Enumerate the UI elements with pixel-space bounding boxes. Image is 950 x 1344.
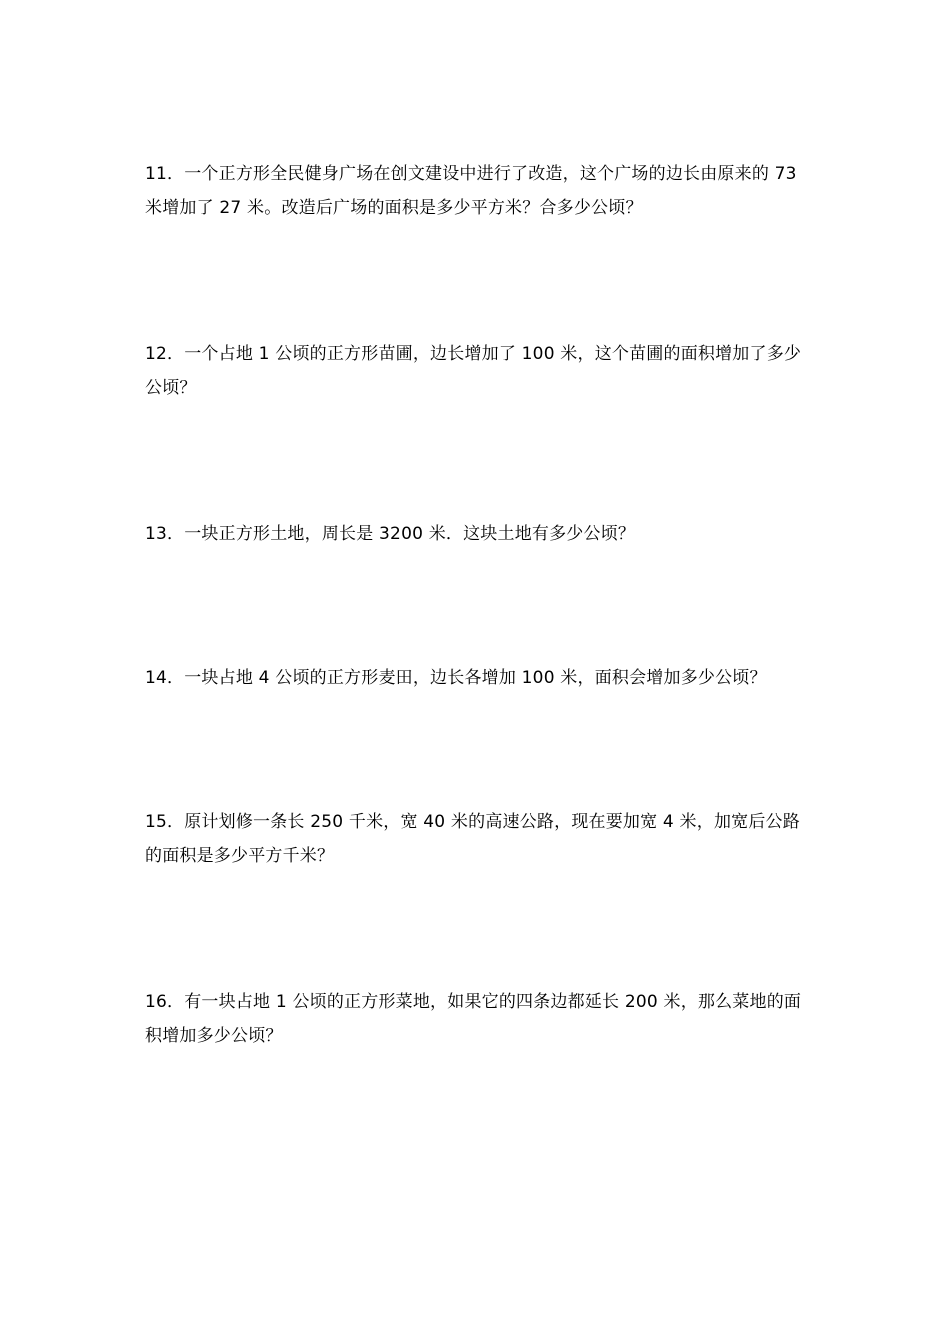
problem-number: 16． [145,992,185,1012]
problem-number: 14． [145,668,185,688]
problem-text: 一个占地 1 公顷的正方形苗圃，边长增加了 100 米，这个苗圃的面积增加了多少公顷？ [145,344,802,398]
problem-16 [145,985,810,1053]
problem-number: 11． [145,164,185,184]
problem-number: 12． [145,344,185,364]
problem-number: 15． [145,812,185,832]
problem-11 [145,157,810,225]
problem-15 [145,805,810,873]
problem-text: 有一块占地 1 公顷的正方形菜地，如果它的四条边都延长 200 米，那么菜地的面积增加多少公顷？ [145,992,802,1046]
problem-text: 一个正方形全民健身广场在创文建设中进行了改造，这个广场的边长由原来的 73 米增加了 27 米。改造后广场的面积是多少平方米？合多少公顷？ [145,164,797,218]
problem-number: 13． [145,524,185,544]
problem-text: 原计划修一条长 250 千米，宽 40 米的高速公路，现在要加宽 4 米，加宽后公路的面积是多少平方千米？ [145,812,800,866]
problem-text: 一块正方形土地，周长是 3200 米．这块土地有多少公顷？ [184,524,636,544]
problem-13 [145,517,810,551]
problem-14 [145,661,810,695]
problem-text: 一块占地 4 公顷的正方形麦田，边长各增加 100 米，面积会增加多少公顷？ [184,668,767,688]
problem-12 [145,337,810,405]
